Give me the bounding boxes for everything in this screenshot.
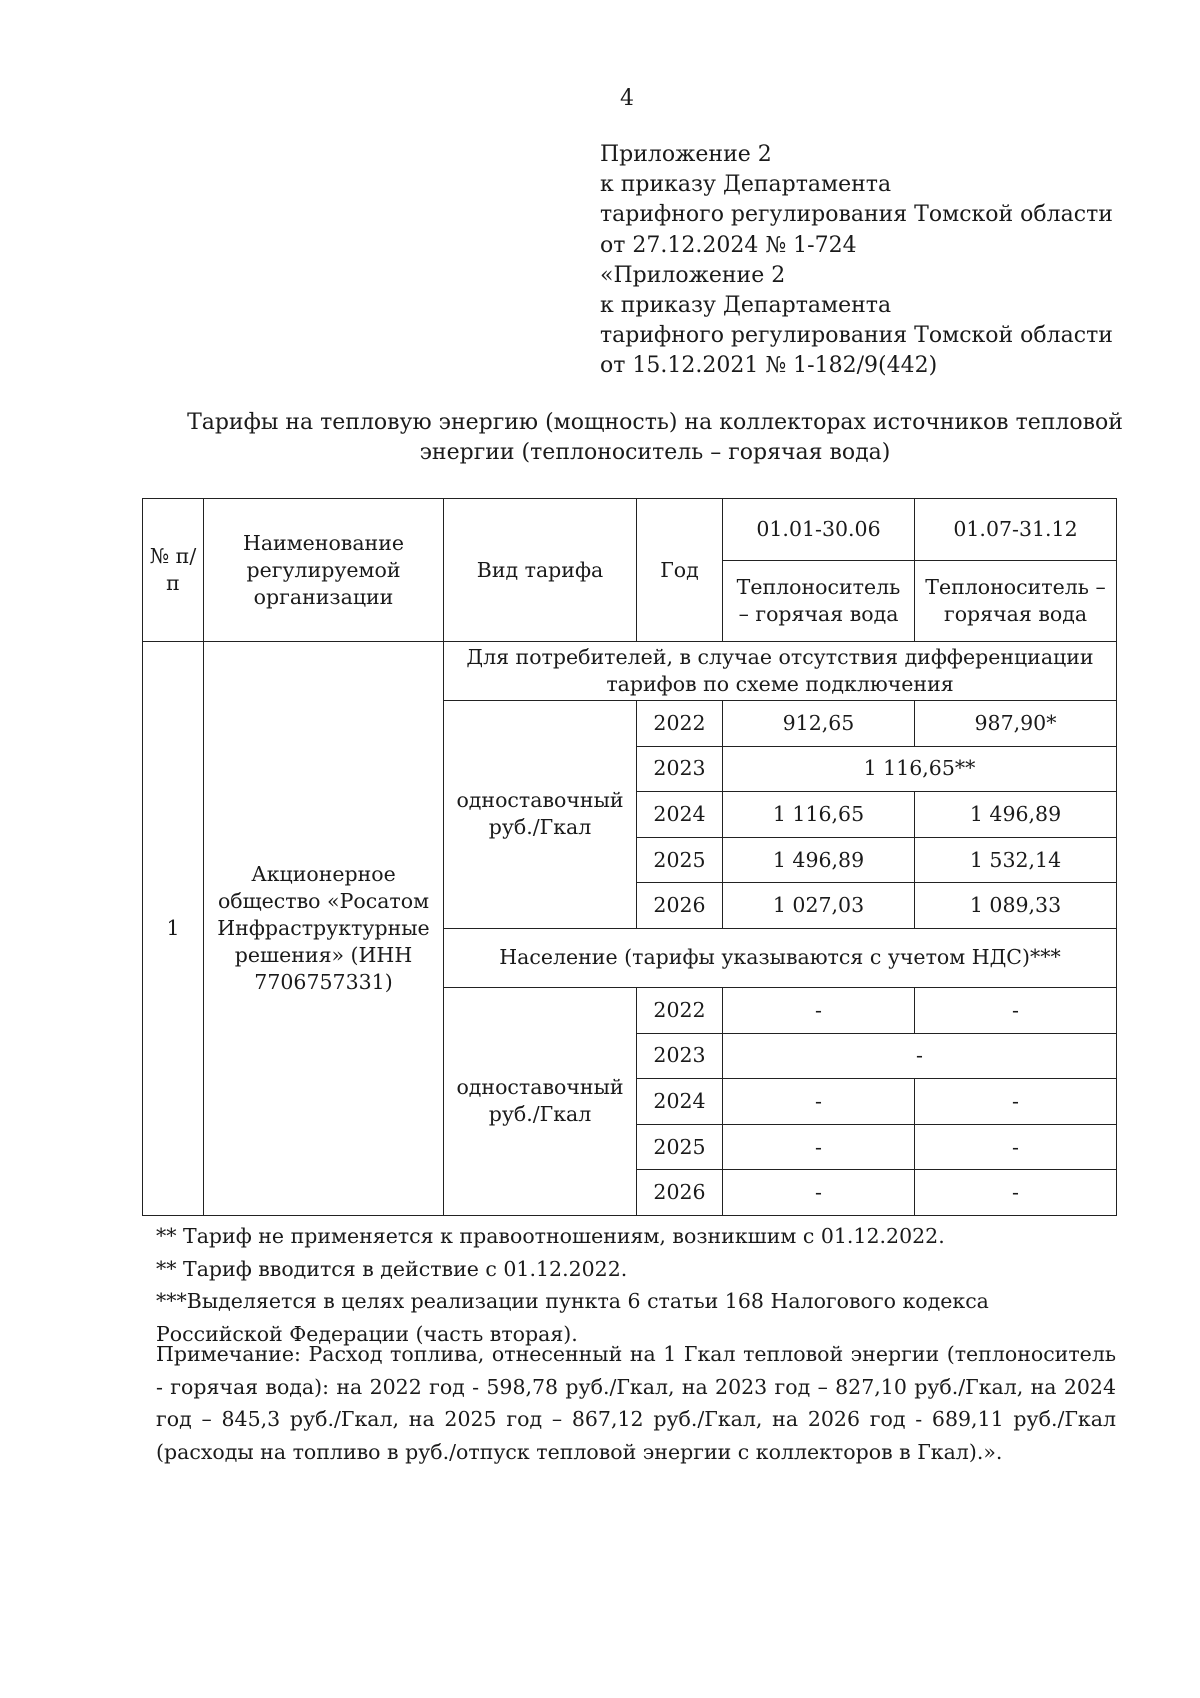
year-cell: 2022: [637, 987, 723, 1033]
value-cell: -: [915, 1124, 1117, 1170]
title-line: энергии (теплоноситель – горячая вода): [419, 440, 891, 465]
value-cell-merged: -: [723, 1033, 1117, 1079]
value-cell: 912,65: [723, 701, 915, 747]
section-row: [143, 642, 1117, 701]
value-cell: 1 532,14: [915, 837, 1117, 883]
tariff-type-cell: одноставочный руб./Гкал: [444, 987, 637, 1215]
value-cell: 987,90*: [915, 701, 1117, 747]
header-period-2: 01.07-31.12: [915, 499, 1117, 561]
appendix-line: от 15.12.2021 № 1-182/9(442): [600, 353, 938, 379]
table-header-row: [143, 499, 1117, 561]
appendix-line: к приказу Департамента: [600, 172, 892, 198]
value-cell: -: [915, 987, 1117, 1033]
year-cell: 2025: [637, 1124, 723, 1170]
footnotes: [156, 1220, 1116, 1350]
appendix-line: к приказу Департамента: [600, 293, 892, 319]
header-carrier-1: Теплоноситель – горячая вода: [723, 561, 915, 642]
value-cell: -: [915, 1170, 1117, 1216]
header-num: № п/п: [143, 499, 204, 642]
appendix-line: «Приложение 2: [600, 262, 786, 288]
appendix-line: тарифного регулирования Томской области: [600, 323, 1113, 349]
year-cell: 2026: [637, 883, 723, 929]
row-number: 1: [143, 642, 204, 1216]
value-cell: 1 496,89: [723, 837, 915, 883]
year-cell: 2024: [637, 792, 723, 838]
value-cell: 1 116,65: [723, 792, 915, 838]
year-cell: 2023: [637, 746, 723, 792]
value-cell: 1 496,89: [915, 792, 1117, 838]
value-cell: -: [915, 1079, 1117, 1125]
appendix-header: [600, 140, 1113, 382]
year-cell: 2023: [637, 1033, 723, 1079]
appendix-line: Приложение 2: [600, 142, 772, 167]
tariff-type-cell: одноставочный руб./Гкал: [444, 701, 637, 929]
value-cell-merged: 1 116,65**: [723, 746, 1117, 792]
section-title: Для потребителей, в случае отсутствия дифференциации тарифов по схеме подключения: [444, 642, 1117, 701]
section-title: Население (тарифы указываются с учетом НДС)***: [444, 928, 1117, 987]
page-number: 4: [620, 86, 634, 111]
year-cell: 2024: [637, 1079, 723, 1125]
footnote: ** Тариф не применяется к правоотношениям, возникшим с 01.12.2022.: [156, 1224, 945, 1248]
year-cell: 2025: [637, 837, 723, 883]
header-year: Год: [637, 499, 723, 642]
value-cell: -: [723, 1170, 915, 1216]
value-cell: 1 089,33: [915, 883, 1117, 929]
title-line: Тарифы на тепловую энергию (мощность) на коллекторах источников тепловой: [187, 410, 1123, 435]
value-cell: -: [723, 987, 915, 1033]
value-cell: -: [723, 1124, 915, 1170]
appendix-line: от 27.12.2024 № 1-724: [600, 232, 857, 258]
note-paragraph: Примечание: Расход топлива, отнесенный на 1 Гкал тепловой энергии (теплоноситель - горячая вода): на 2022 год - 598,78 руб./Гкал, на 2023 год – 827,10 руб./Гкал, на 2024 год – 845,3 руб./Гкал, на 2025 год – 867,12 руб./Гкал, на 2026 год - 689,11 руб./Гкал (расходы на топливо в руб./отпуск тепловой энергии с коллекторов в Гкал).».: [156, 1342, 1116, 1464]
value-cell: -: [723, 1079, 915, 1125]
document-title: [180, 408, 1130, 468]
header-tariff-type: Вид тарифа: [444, 499, 637, 642]
footnote: ** Тариф вводится в действие с 01.12.2022.: [156, 1256, 628, 1281]
year-cell: 2022: [637, 701, 723, 747]
appendix-line: тарифного регулирования Томской области: [600, 202, 1113, 228]
header-carrier-2: Теплоноситель – горячая вода: [915, 561, 1117, 642]
tariff-table: [142, 498, 1117, 1216]
header-organization: Наименование регулируемой организации: [204, 499, 444, 642]
header-period-1: 01.01-30.06: [723, 499, 915, 561]
value-cell: 1 027,03: [723, 883, 915, 929]
footnote: ***Выделяется в целях реализации пункта 6 статьи 168 Налогового кодекса Российской Федерации (часть вторая).: [156, 1289, 989, 1346]
organization-name: Акционерное общество «Росатом Инфраструктурные решения» (ИНН 7706757331): [204, 642, 444, 1216]
year-cell: 2026: [637, 1170, 723, 1216]
